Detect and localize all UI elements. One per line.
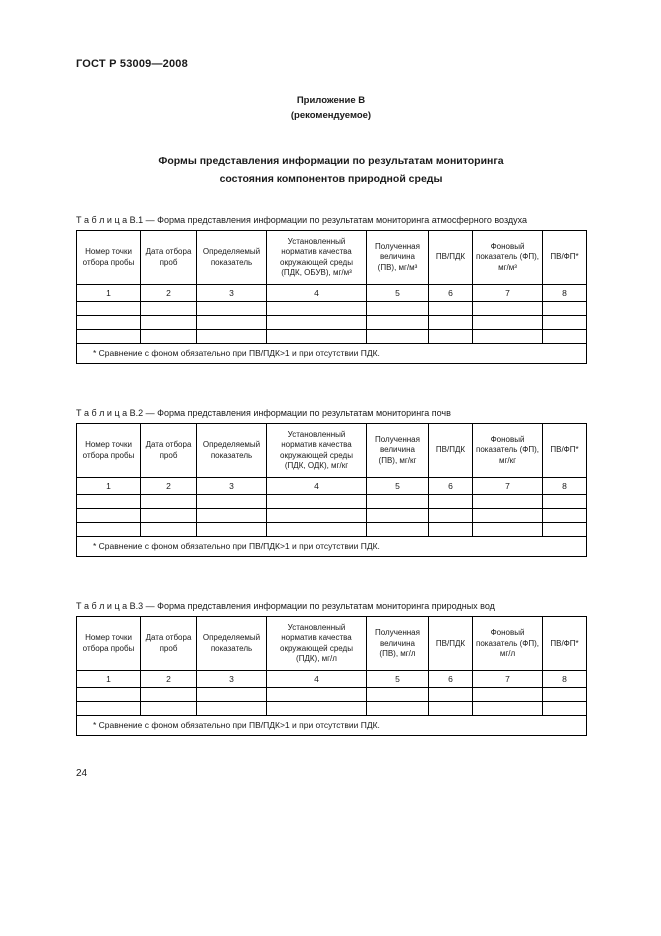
empty-cell: [543, 702, 587, 716]
table-row: [77, 495, 587, 509]
page-number: 24: [76, 768, 88, 780]
column-number: 4: [267, 671, 367, 688]
empty-cell: [473, 302, 543, 316]
table-row: [77, 302, 587, 316]
column-header: Определяемый показатель: [197, 617, 267, 671]
empty-cell: [429, 509, 473, 523]
page-title: [76, 153, 586, 189]
column-header: Установленный норматив качества окружающей среды (ПДК, ОБУВ), мг/м³: [267, 231, 367, 285]
empty-cell: [367, 509, 429, 523]
column-header: Полученная величина (ПВ), мг/кг: [367, 424, 429, 478]
empty-cell: [429, 495, 473, 509]
empty-cell: [141, 302, 197, 316]
column-number: 5: [367, 478, 429, 495]
table-row: [77, 330, 587, 344]
empty-cell: [429, 702, 473, 716]
column-header: Установленный норматив качества окружающей среды (ПДК, ОДК), мг/кг: [267, 424, 367, 478]
empty-cell: [473, 330, 543, 344]
empty-cell: [197, 688, 267, 702]
column-number-row: [77, 478, 587, 495]
empty-cell: [197, 702, 267, 716]
column-number: 5: [367, 671, 429, 688]
table-row: [77, 702, 587, 716]
empty-cell: [141, 509, 197, 523]
empty-cell: [267, 688, 367, 702]
empty-cell: [267, 330, 367, 344]
appendix-heading: [76, 94, 586, 123]
column-header: ПВ/ФП*: [543, 424, 587, 478]
empty-cell: [429, 688, 473, 702]
empty-cell: [267, 495, 367, 509]
empty-cell: [197, 302, 267, 316]
table-caption-b1: Т а б л и ц а В.1 — Форма представления информации по результатам мониторинга атмосферного воздуха: [76, 215, 528, 226]
column-header: Полученная величина (ПВ), мг/л: [367, 617, 429, 671]
empty-cell: [367, 702, 429, 716]
column-header: ПВ/ПДК: [429, 231, 473, 285]
table-b2: [76, 423, 587, 557]
empty-cell: [367, 495, 429, 509]
empty-cell: [141, 523, 197, 537]
column-number-row: [77, 285, 587, 302]
empty-cell: [141, 330, 197, 344]
column-header: Дата отбора проб: [141, 231, 197, 285]
column-number: 8: [543, 671, 587, 688]
column-number: 2: [141, 671, 197, 688]
column-header: Дата отбора проб: [141, 424, 197, 478]
empty-cell: [141, 495, 197, 509]
column-number: 3: [197, 285, 267, 302]
empty-cell: [367, 688, 429, 702]
table-row: [77, 316, 587, 330]
column-header: ПВ/ФП*: [543, 231, 587, 285]
appendix-label: Приложение В: [296, 95, 366, 106]
empty-cell: [141, 316, 197, 330]
column-number: 6: [429, 671, 473, 688]
table-caption-b2: Т а б л и ц а В.2 — Форма представления информации по результатам мониторинга почв: [76, 408, 451, 419]
appendix-type: (рекомендуемое): [290, 109, 372, 121]
table-section-b3: [76, 601, 586, 736]
empty-cell: [543, 523, 587, 537]
empty-cell: [367, 330, 429, 344]
column-header: ПВ/ПДК: [429, 617, 473, 671]
empty-cell: [543, 495, 587, 509]
column-number: 7: [473, 671, 543, 688]
column-number: 6: [429, 285, 473, 302]
column-header: Установленный норматив качества окружающей среды (ПДК), мг/л: [267, 617, 367, 671]
column-header: Фоновый показатель (ФП), мг/л: [473, 617, 543, 671]
table-row: [77, 523, 587, 537]
empty-cell: [473, 688, 543, 702]
column-header: Полученная величина (ПВ), мг/м³: [367, 231, 429, 285]
empty-cell: [473, 702, 543, 716]
column-header: ПВ/ФП*: [543, 617, 587, 671]
empty-cell: [429, 302, 473, 316]
column-number: 6: [429, 478, 473, 495]
table-footnote-row: [77, 344, 587, 364]
table-header-row: [77, 231, 587, 285]
empty-cell: [197, 316, 267, 330]
column-number: 2: [141, 478, 197, 495]
empty-cell: [77, 302, 141, 316]
table-header-row: [77, 617, 587, 671]
column-number: 2: [141, 285, 197, 302]
empty-cell: [543, 688, 587, 702]
column-header: Номер точки отбора пробы: [77, 231, 141, 285]
empty-cell: [197, 495, 267, 509]
empty-cell: [367, 523, 429, 537]
table-row: [77, 688, 587, 702]
empty-cell: [267, 302, 367, 316]
empty-cell: [429, 523, 473, 537]
column-number: 3: [197, 478, 267, 495]
page-title-line1: Формы представления информации по результатам мониторинга: [158, 155, 504, 168]
empty-cell: [267, 509, 367, 523]
column-header: ПВ/ПДК: [429, 424, 473, 478]
table-footnote-row: [77, 537, 587, 557]
column-number: 7: [473, 478, 543, 495]
column-number: 7: [473, 285, 543, 302]
empty-cell: [473, 316, 543, 330]
table-row: [77, 509, 587, 523]
page-title-line2: состояния компонентов природной среды: [219, 173, 443, 186]
empty-cell: [267, 523, 367, 537]
empty-cell: [429, 316, 473, 330]
column-header: Определяемый показатель: [197, 231, 267, 285]
column-number: 8: [543, 285, 587, 302]
column-number: 1: [77, 671, 141, 688]
empty-cell: [77, 688, 141, 702]
column-number: 3: [197, 671, 267, 688]
empty-cell: [267, 702, 367, 716]
empty-cell: [543, 316, 587, 330]
empty-cell: [197, 509, 267, 523]
column-number: 1: [77, 285, 141, 302]
empty-cell: [267, 316, 367, 330]
column-number: 4: [267, 285, 367, 302]
column-header: Фоновый показатель (ФП), мг/кг: [473, 424, 543, 478]
table-section-b2: [76, 408, 586, 557]
document-code: ГОСТ Р 53009—2008: [76, 58, 188, 70]
empty-cell: [429, 330, 473, 344]
empty-cell: [473, 495, 543, 509]
empty-cell: [141, 702, 197, 716]
column-number: 4: [267, 478, 367, 495]
empty-cell: [141, 688, 197, 702]
column-header: Номер точки отбора пробы: [77, 424, 141, 478]
table-caption-b3: Т а б л и ц а В.3 — Форма представления информации по результатам мониторинга природных вод: [76, 601, 495, 612]
empty-cell: [543, 330, 587, 344]
column-header: Номер точки отбора пробы: [77, 617, 141, 671]
empty-cell: [367, 316, 429, 330]
column-header: Дата отбора проб: [141, 617, 197, 671]
empty-cell: [473, 509, 543, 523]
table-footnote: * Сравнение с фоном обязательно при ПВ/ПДК>1 и при отсутствии ПДК.: [77, 344, 587, 364]
table-b1: [76, 230, 587, 364]
column-number-row: [77, 671, 587, 688]
empty-cell: [367, 302, 429, 316]
empty-cell: [77, 495, 141, 509]
column-number: 8: [543, 478, 587, 495]
table-footnote-row: [77, 716, 587, 736]
column-header: Фоновый показатель (ФП), мг/м³: [473, 231, 543, 285]
table-footnote: * Сравнение с фоном обязательно при ПВ/ПДК>1 и при отсутствии ПДК.: [77, 537, 587, 557]
empty-cell: [543, 509, 587, 523]
empty-cell: [77, 523, 141, 537]
table-footnote: * Сравнение с фоном обязательно при ПВ/ПДК>1 и при отсутствии ПДК.: [77, 716, 587, 736]
table-b3: [76, 616, 587, 736]
empty-cell: [543, 302, 587, 316]
column-number: 5: [367, 285, 429, 302]
empty-cell: [473, 523, 543, 537]
empty-cell: [197, 330, 267, 344]
empty-cell: [77, 702, 141, 716]
table-section-b1: [76, 215, 586, 364]
table-header-row: [77, 424, 587, 478]
empty-cell: [197, 523, 267, 537]
empty-cell: [77, 509, 141, 523]
column-header: Определяемый показатель: [197, 424, 267, 478]
empty-cell: [77, 330, 141, 344]
column-number: 1: [77, 478, 141, 495]
empty-cell: [77, 316, 141, 330]
